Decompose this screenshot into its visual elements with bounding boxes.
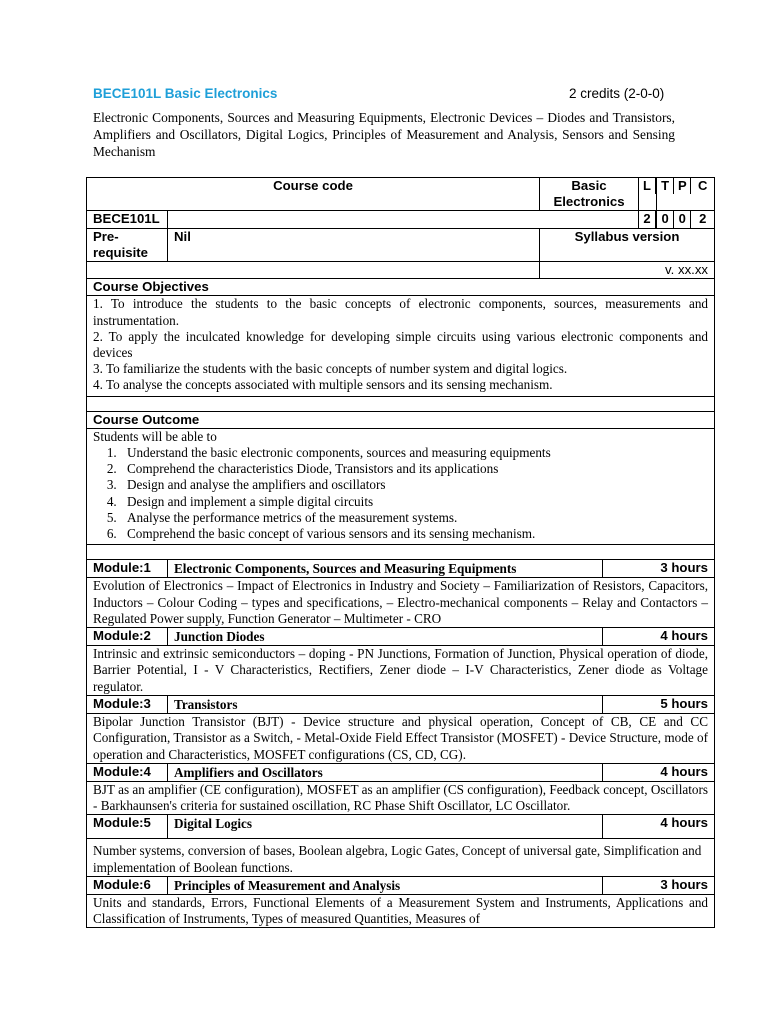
module-name: Amplifiers and Oscillators <box>168 763 603 781</box>
outcome-item: 2. Comprehend the characteristics Diode, Transistors and its applications <box>120 461 708 477</box>
module-hours: 4 hours <box>603 763 715 781</box>
document-header <box>93 86 673 104</box>
ltpc-c-header: C <box>697 178 708 193</box>
module-content: BJT as an amplifier (CE configuration), MOSFET as an amplifier (CS configuration), Feedback concept, Oscillators - Barkhaunsen's criteria for sustained oscillation, RC Phase Shift Oscillator, LC Oscillator. <box>87 781 715 814</box>
ltpc-p-value: 0 <box>674 211 691 227</box>
module-hours: 3 hours <box>603 876 715 894</box>
objectives-row <box>87 296 715 396</box>
spacer-cell <box>87 545 715 560</box>
outcome-heading: Course Outcome <box>87 411 715 428</box>
module-content: Intrinsic and extrinsic semiconductors – doping - PN Junctions, Formation of Junction, Physical operation of diode, Barrier Potential, I - V Characteristics, Rectifiers, Zener diode – I-V Characteristics, Zener diode as Voltage regulator. <box>87 646 715 696</box>
outcome-item: 4. Design and implement a simple digital circuits <box>120 494 708 510</box>
ltpc-tpc-header <box>657 178 715 211</box>
module-header-row <box>87 628 715 646</box>
syllabus-version-blank <box>87 262 540 279</box>
module-label: Module:1 <box>87 560 168 578</box>
spacer-cell <box>87 396 715 411</box>
outcome-content <box>87 428 715 544</box>
spacer-row <box>87 545 715 560</box>
module-hours: 5 hours <box>603 695 715 713</box>
course-code-blank <box>168 211 639 228</box>
ltpc-l-header: L <box>639 178 656 194</box>
module-hours: 4 hours <box>603 628 715 646</box>
ltpc-c-value: 2 <box>699 211 707 227</box>
ltpc-tpc-value-cell <box>657 211 715 228</box>
objective-item: 3. To familiarize the students with the basic concepts of number system and digital logics. <box>93 361 568 377</box>
course-summary: Electronic Components, Sources and Measuring Equipments, Electronic Devices – Diodes and Transistors, Amplifiers and Oscillators, Digital Logics, Principles of Measurement and Analysis, Sensors and Sensing Mechanism <box>93 110 675 159</box>
course-code: BECE101L <box>87 211 168 228</box>
objective-item: 4. To analyse the concepts associated with multiple sensors and its sensing mechanism. <box>93 377 553 393</box>
outcome-list <box>93 445 708 542</box>
syllabus-table <box>86 177 715 928</box>
module-hours: 4 hours <box>603 815 715 839</box>
outcome-item: 1. Understand the basic electronic components, sources and measuring equipments <box>120 445 708 461</box>
outcome-item: 3. Design and analyse the amplifiers and oscillators <box>120 477 708 493</box>
ltpc-t-value: 0 <box>657 211 674 227</box>
syllabus-version-label: Syllabus version <box>540 228 715 261</box>
module-label: Module:4 <box>87 763 168 781</box>
module-hours: 3 hours <box>603 560 715 578</box>
ltpc-t-header: T <box>657 178 674 194</box>
module-name: Junction Diodes <box>168 628 603 646</box>
module-name: Digital Logics <box>168 815 603 839</box>
prerequisite-row <box>87 228 715 261</box>
outcome-row <box>87 428 715 544</box>
objective-item: 2. To apply the inculcated knowledge for developing simple circuits using various electronic components and devices <box>93 328 709 361</box>
module-header-row <box>87 560 715 578</box>
module-label: Module:3 <box>87 695 168 713</box>
module-content: Evolution of Electronics – Impact of Electronics in Industry and Society – Familiarization of Resistors, Capacitors, Inductors – Colour Coding – types and specifications, – Electro-mechanical components – Relay and Contactors – Regulated Power supply, Function Generator – Multimeter - CRO <box>87 578 715 628</box>
module-name: Electronic Components, Sources and Measuring Equipments <box>168 560 603 578</box>
module-content-row <box>87 578 715 628</box>
ltpc-header <box>639 178 657 211</box>
course-code-value-row <box>87 211 715 228</box>
ltpc-l-value: 2 <box>639 211 656 227</box>
module-content: Units and standards, Errors, Functional Elements of a Measurement System and Instruments, Applications and Classification of Instruments, Types of measured Quantities, Measures of <box>87 894 715 927</box>
module-content: Bipolar Junction Transistor (BJT) - Device structure and physical operation, Concept of CB, CE and CC Configuration, Transistor as a Switch, - Metal-Oxide Field Effect Transistor (MOSFET) - Device Structure, mode of operation and Characteristics, MOSFET configurations (CS, CD, CG). <box>87 714 715 764</box>
course-code-row <box>87 178 715 211</box>
objective-item: 1. To introduce the students to the basic concepts of electronic components, sources, measurements and instrumentation. <box>93 296 709 328</box>
module-content-row <box>87 646 715 696</box>
module-label: Module:6 <box>87 876 168 894</box>
module-header-row <box>87 695 715 713</box>
course-title: BECE101L Basic Electronics <box>93 86 278 101</box>
module-name: Transistors <box>168 695 603 713</box>
outcome-heading-row <box>87 411 715 428</box>
module-header-row <box>87 815 715 839</box>
ltpc-l-value-cell <box>639 211 657 228</box>
module-content: Number systems, conversion of bases, Boolean algebra, Logic Gates, Concept of universal gate, Simplification and implementation of Boolean functions. <box>87 839 715 876</box>
ltpc-p-header: P <box>674 178 691 194</box>
prerequisite-label: Pre-requisite <box>87 228 168 261</box>
syllabus-version: v. xx.xx <box>540 262 715 279</box>
module-label: Module:2 <box>87 628 168 646</box>
outcome-item: 5. Analyse the performance metrics of the measurement systems. <box>120 510 708 526</box>
syllabus-version-row <box>87 262 715 279</box>
objectives-heading-row <box>87 279 715 296</box>
module-content-row <box>87 714 715 764</box>
module-name: Principles of Measurement and Analysis <box>168 876 603 894</box>
outcome-intro: Students will be able to <box>93 428 217 444</box>
module-label: Module:5 <box>87 815 168 839</box>
module-header-row <box>87 763 715 781</box>
module-header-row <box>87 876 715 894</box>
module-content-row <box>87 839 715 876</box>
module-content-row <box>87 781 715 814</box>
course-code-label: Course code <box>87 178 540 211</box>
spacer-row <box>87 396 715 411</box>
objectives-heading: Course Objectives <box>87 279 715 296</box>
objectives-list <box>87 296 715 396</box>
outcome-item: 6. Comprehend the basic concept of various sensors and its sensing mechanism. <box>120 526 708 542</box>
module-content-row <box>87 894 715 927</box>
course-credits: 2 credits (2-0-0) <box>569 86 665 101</box>
course-name: Basic Electronics <box>540 178 639 211</box>
prerequisite-value: Nil <box>168 228 540 261</box>
